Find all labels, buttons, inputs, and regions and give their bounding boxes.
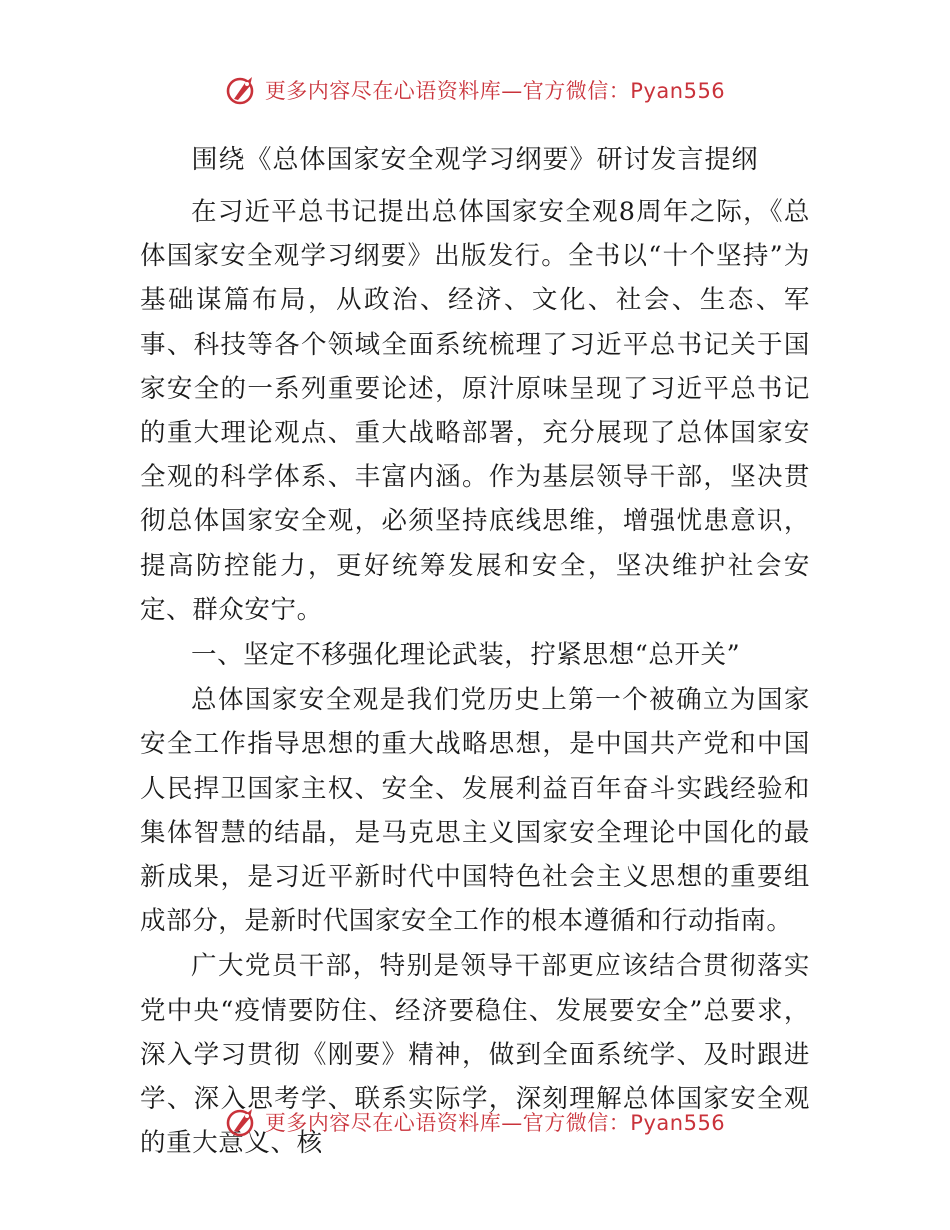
document-body [140, 190, 810, 1165]
paragraph-section-1-a: 总体国家安全观是我们党历史上第一个被确立为国家安全工作指导思想的重大战略思想，是中国共产党和中国人民捍卫国家主权、安全、发展利益百年奋斗实践经验和集体智慧的结晶，是马克思主义国家安全理论中国化的最新成果，是习近平新时代中国特色社会主义思想的重要组成部分，是新时代国家安全工作的根本遵循和行动指南。 [140, 685, 810, 937]
paragraph-section-1-b: 广大党员干部，特别是领导干部更应该结合贯彻落实党中央“疫情要防住、经济要稳住、发展要安全”总要求，深入学习贯彻《刚要》精神，做到全面系统学、及时跟进学、深入思考学、联系实际学，深刻理解总体国家安全观的重大意义、核 [140, 951, 810, 1159]
watermark-text: 更多内容尽在心语资料库—官方微信：Pyan556 [264, 79, 726, 103]
watermark-banner-top [0, 70, 950, 110]
pen-nib-circle-icon [225, 1105, 259, 1139]
pen-nib-circle-icon [225, 73, 259, 107]
paragraph-intro: 在习近平总书记提出总体国家安全观8周年之际，《总体国家安全观学习纲要》出版发行。全书以“十个坚持”为基础谋篇布局，从政治、经济、文化、社会、生态、军事、科技等各个领域全面系统梳理了习近平总书记关于国家安全的一系列重要论述，原汁原味呈现了习近平总书记的重大理论观点、重大战略部署，充分展现了总体国家安全观的科学体系、丰富内涵。作为基层领导干部，坚决贯彻总体国家安全观，必须坚持底线思维，增强忧患意识，提高防控能力，更好统筹发展和安全，坚决维护社会安定、群众安宁。 [140, 197, 810, 625]
watermark-text: 更多内容尽在心语资料库—官方微信：Pyan556 [264, 1111, 726, 1135]
section-heading-1: 一、坚定不移强化理论武装，拧紧思想“总开关” [191, 640, 741, 671]
watermark-banner-bottom [0, 1102, 950, 1142]
document-title: 围绕《总体国家安全观学习纲要》研讨发言提纲 [191, 145, 759, 175]
